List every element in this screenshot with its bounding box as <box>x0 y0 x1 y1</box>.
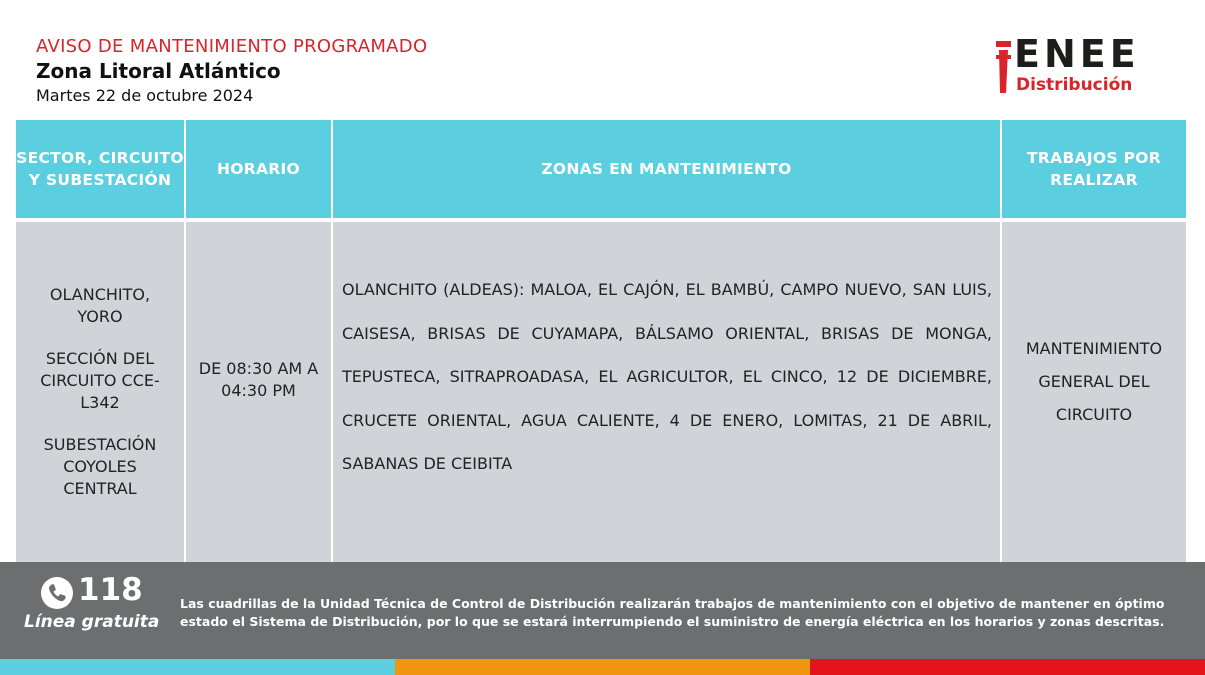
enee-tower-mark-icon <box>994 41 1014 93</box>
header-schedule: HORARIO <box>186 120 331 218</box>
cell-works <box>1002 222 1186 562</box>
circuit-name: SECCIÓN DEL CIRCUITO CCE-L342 <box>40 349 160 412</box>
header-sector: SECTOR, CIRCUITO Y SUBESTACIÓN <box>16 120 184 218</box>
hotline-number: 118 <box>78 572 143 608</box>
header-zones: ZONAS EN MANTENIMIENTO <box>333 120 1000 218</box>
schedule-text: DE 08:30 AM A 04:30 PM <box>198 359 319 400</box>
logo-subtitle: Distribución <box>1016 75 1133 95</box>
logo-wordmark: ENEE <box>1014 32 1140 76</box>
notice-date: Martes 22 de octubre 2024 <box>36 86 254 105</box>
cell-sector <box>16 222 184 562</box>
zones-text: OLANCHITO (ALDEAS): MALOA, EL CAJÓN, EL BAMBÚ, CAMPO NUEVO, SAN LUIS, CAISESA, BRISAS DE CUYAMAPA, BÁLSAMO ORIENTAL, BRISAS DE MONGA, TEPUSTECA, SITRAPROADASA, EL AGRICULTOR, EL CINCO, 12 DE DICIEMBRE, CRUCETE ORIENTAL, AGUA CALIENTE, 4 DE ENERO, LOMITAS, 21 DE ABRIL, SABANAS DE CEIBITA <box>342 280 992 474</box>
stripe-cyan <box>0 659 395 675</box>
stripe-red <box>810 659 1205 675</box>
cell-schedule <box>186 222 331 562</box>
stripe-orange <box>395 659 810 675</box>
zone-title: Zona Litoral Atlántico <box>36 59 281 83</box>
header-works: TRABAJOS POR REALIZAR <box>1002 120 1186 218</box>
sector-name: OLANCHITO, YORO <box>49 285 151 326</box>
substation-name: SUBESTACIÓN COYOLES CENTRAL <box>43 435 157 498</box>
works-text: MANTENIMIENTO GENERAL DEL CIRCUITO <box>1025 338 1163 424</box>
enee-logo <box>994 32 1169 98</box>
cell-zones <box>333 222 1000 562</box>
footer-disclaimer: Las cuadrillas de la Unidad Técnica de Control de Distribución realizarán trabajos de mantenimiento con el objetivo de mantener en óptimo estado el Sistema de Distribución, por lo que se estará interrumpiendo el suministro de energía eléctrica en los horarios y zonas descritas. <box>180 596 1165 629</box>
notice-title: AVISO DE MANTENIMIENTO PROGRAMADO <box>36 36 428 57</box>
footer-bar <box>0 562 1205 659</box>
maintenance-table <box>16 120 1186 562</box>
phone-icon <box>40 576 74 610</box>
hotline-label: Línea gratuita <box>24 612 160 632</box>
